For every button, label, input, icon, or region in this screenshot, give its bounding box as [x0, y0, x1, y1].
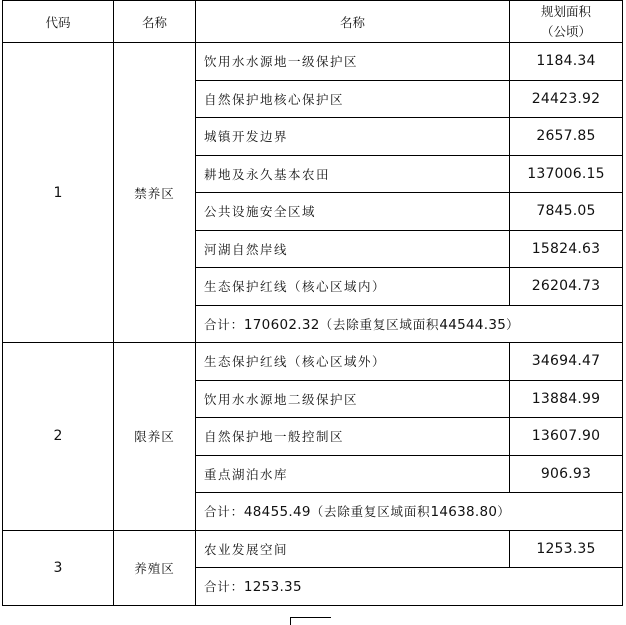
zone-name: 饮用水水源地二级保护区	[196, 380, 510, 418]
zone-area: 13884.99	[510, 380, 623, 418]
header-name: 名称	[196, 1, 510, 43]
header-area-title: 规划面积	[540, 3, 591, 19]
group-total	[196, 568, 623, 606]
total-note-suffix: ）	[497, 504, 511, 520]
zone-name: 耕地及永久基本农田	[196, 155, 510, 193]
header-category: 名称	[114, 1, 196, 43]
zone-area: 1253.35	[510, 530, 623, 568]
total-label: 合计：	[204, 504, 244, 520]
zone-area: 7845.05	[510, 193, 623, 231]
zone-name: 饮用水水源地一级保护区	[196, 43, 510, 81]
header-area	[510, 1, 623, 43]
table-row	[3, 530, 623, 568]
table-row	[3, 43, 623, 81]
total-note-value: 44544.35	[439, 316, 507, 333]
zoning-area-table	[2, 0, 623, 606]
zone-area: 15824.63	[510, 230, 623, 268]
table-header-row	[3, 1, 623, 43]
header-area-unit: （公顷）	[540, 23, 591, 39]
total-note-prefix: （去除重复区域面积	[310, 504, 431, 520]
zone-name: 生态保护红线（核心区域内）	[196, 268, 510, 306]
zone-area: 24423.92	[510, 80, 623, 118]
group-category: 养殖区	[114, 530, 196, 605]
zone-area: 1184.34	[510, 43, 623, 81]
zone-name: 生态保护红线（核心区域外）	[196, 343, 510, 381]
total-label: 合计：	[204, 316, 244, 332]
zone-name: 自然保护地一般控制区	[196, 418, 510, 456]
table-row	[3, 343, 623, 381]
zone-area: 137006.15	[510, 155, 623, 193]
group-total	[196, 305, 623, 343]
zone-area: 26204.73	[510, 268, 623, 306]
total-value: 48455.49	[243, 504, 311, 521]
zone-name: 河湖自然岸线	[196, 230, 510, 268]
group-category: 限养区	[114, 343, 196, 531]
zone-name: 自然保护地核心保护区	[196, 80, 510, 118]
group-total	[196, 493, 623, 531]
total-value: 1253.35	[243, 579, 302, 596]
zone-area: 2657.85	[510, 118, 623, 156]
total-label: 合计：	[204, 579, 244, 595]
zone-name: 农业发展空间	[196, 530, 510, 568]
zone-area: 906.93	[510, 455, 623, 493]
zone-name: 重点湖泊水库	[196, 455, 510, 493]
total-value: 170602.32	[243, 316, 320, 333]
group-code: 3	[3, 530, 114, 605]
zone-area: 13607.90	[510, 418, 623, 456]
total-note-value: 14638.80	[430, 504, 498, 521]
zone-name: 城镇开发边界	[196, 118, 510, 156]
header-code: 代码	[3, 1, 114, 43]
total-note-prefix: （去除重复区域面积	[319, 316, 440, 332]
group-code: 1	[3, 43, 114, 343]
group-category: 禁养区	[114, 43, 196, 343]
group-code: 2	[3, 343, 114, 531]
total-note-suffix: ）	[506, 316, 520, 332]
zone-area: 34694.47	[510, 343, 623, 381]
zone-name: 公共设施安全区域	[196, 193, 510, 231]
